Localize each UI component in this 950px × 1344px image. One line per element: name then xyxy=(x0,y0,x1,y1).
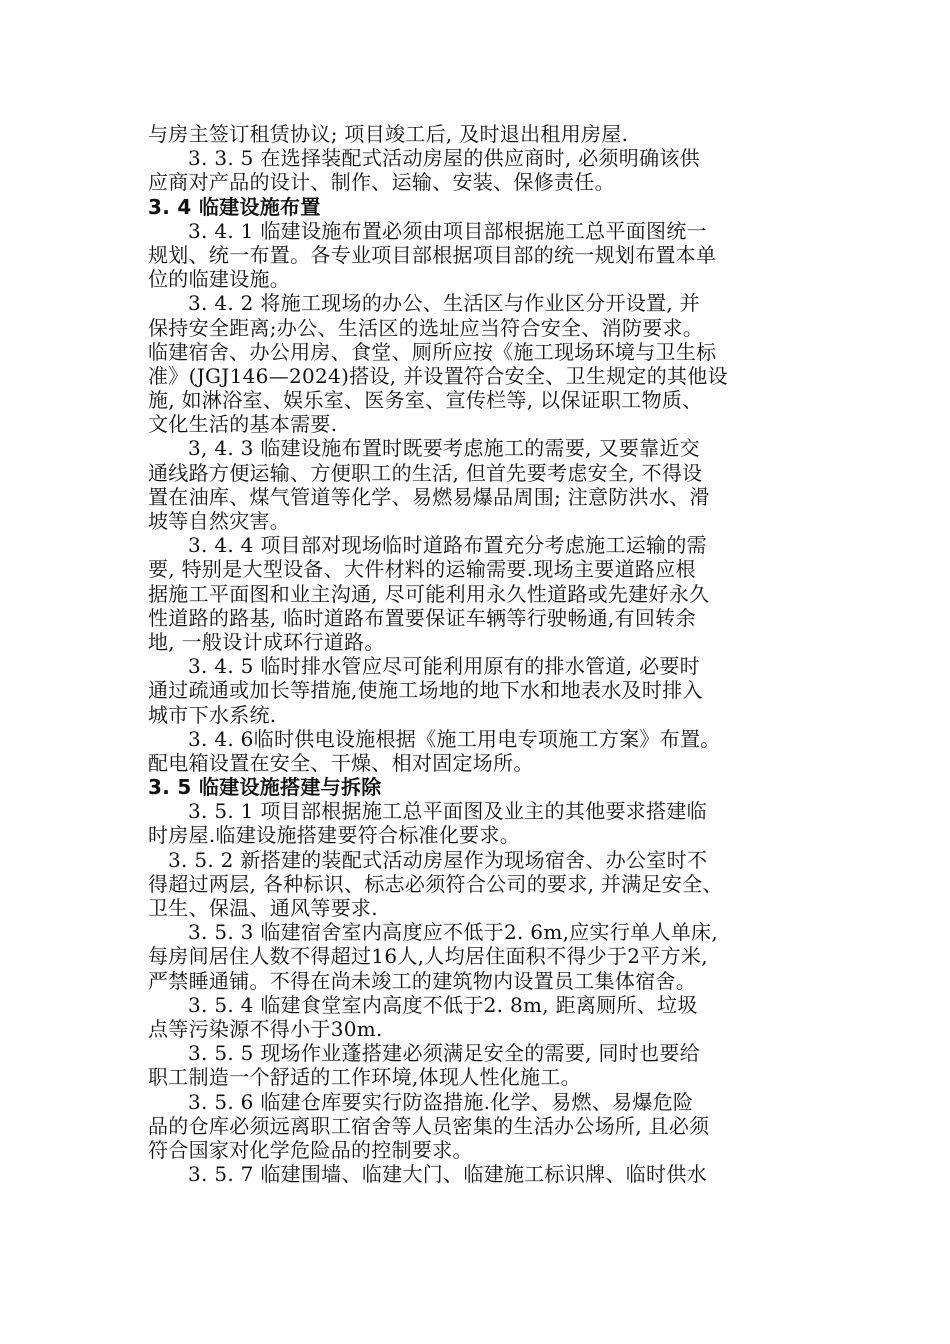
text-line: 坡等自然灾害。 xyxy=(148,509,291,533)
text-line: 卫生、保温、通风等要求. xyxy=(148,896,378,920)
text-line: 保持安全距离;办公、生活区的选址应当符合安全、消防要求。 xyxy=(148,315,704,340)
text-line: 位的临建设施。 xyxy=(148,267,291,292)
text-line: 点等污染源不得小于30m. xyxy=(148,1016,383,1041)
text-line: 性道路的路基, 临时道路布置要保证车辆等行驶畅通,有回转余 xyxy=(148,605,696,630)
section-heading: 3. 5 临建设施搭建与拆除 xyxy=(148,775,382,800)
text-line: 与房主签订租赁协议; 项目竣工后, 及时退出租用房屋. xyxy=(148,122,629,146)
document-page xyxy=(148,122,808,1186)
text-line: 3. 4. 6临时供电设施根据《施工用电专项施工方案》布置。 xyxy=(188,726,721,751)
text-line: 文化生活的基本需要. xyxy=(148,412,338,437)
text-line: 3. 5. 6 临建仓库要实行防盗措施.化学、易燃、易爆危险 xyxy=(188,1089,694,1114)
text-line: 3. 4. 1 临建设施布置必须由项目部根据施工总平面图统一 xyxy=(188,218,707,243)
text-line: 通过疏通或加长等措施,使施工场地的地下水和地表水及时排入 xyxy=(148,678,703,703)
text-line: 时房屋.临建设施搭建要符合标准化要求。 xyxy=(148,823,521,848)
text-line: 规划、统一布置。各专业项目部根据项目部的统一规划布置本单 xyxy=(148,242,717,267)
text-line: 每房间居住人数不得超过16人,人均居住面积不得少于2平方米, xyxy=(148,944,708,969)
text-line: 符合国家对化学危险品的控制要求。 xyxy=(148,1137,473,1162)
text-line: 3. 4. 4 项目部对现场临时道路布置充分考虑施工运输的需 xyxy=(188,533,707,558)
text-line: 3. 5. 2 新搭建的装配式活动房屋作为现场宿舍、办公室时不 xyxy=(168,847,708,872)
text-line: 临建宿舍、办公用房、食堂、厕所应按《施工现场环境与卫生标 xyxy=(148,339,717,364)
text-line: 施, 如淋浴室、娱乐室、医务室、宣传栏等, 以保证职工物质、 xyxy=(148,388,703,413)
text-line: 3. 5. 4 临建食堂室内高度不低于2. 8m, 距离厕所、垃圾 xyxy=(188,992,698,1017)
text-line: 准》(JGJ146—2024)搭设, 并设置符合安全、卫生规定的其他设 xyxy=(148,363,728,388)
text-line: 3, 4. 3 临建设施布置时既要考虑施工的需要, 又要靠近交 xyxy=(188,436,700,461)
text-line: 严禁睡通铺。不得在尚未竣工的建筑物内设置员工集体宿舍。 xyxy=(148,968,697,993)
text-line: 3. 5. 5 现场作业蓬搭建必须满足安全的需要, 同时也要给 xyxy=(188,1041,700,1066)
text-line: 要, 特别是大型设备、大件材料的运输需要.现场主要道路应根 xyxy=(148,557,696,582)
text-line: 置在油库、煤气管道等化学、易燃易爆品周围; 注意防洪水、滑 xyxy=(148,484,710,509)
text-line: 3. 3. 5 在选择装配式活动房屋的供应商时, 必须明确该供 xyxy=(188,146,700,171)
section-heading: 3. 4 临建设施布置 xyxy=(148,194,321,219)
text-line: 3. 4. 5 临时排水管应尽可能利用原有的排水管道, 必要时 xyxy=(188,654,700,679)
text-line: 得超过两层, 各种标识、标志必须符合公司的要求, 并满足安全、 xyxy=(148,871,723,896)
text-line: 城市下水系统. xyxy=(148,702,277,727)
text-line: 地, 一般设计成环行道路。 xyxy=(148,629,385,654)
text-line: 3. 5. 3 临建宿舍室内高度应不低于2. 6m,应实行单人单床, xyxy=(188,920,719,945)
text-line: 据施工平面图和业主沟通, 尽可能利用永久性道路或先建好永久 xyxy=(148,581,710,606)
text-line: 3. 5. 7 临建围墙、临建大门、临建施工标识牌、临时供水 xyxy=(188,1162,707,1187)
text-line: 职工制造一个舒适的工作环境,体现人性化施工。 xyxy=(148,1065,581,1090)
text-line: 应商对产品的设计、制作、运输、安装、保修责任。 xyxy=(148,170,615,195)
text-line: 通线路方便运输、方便职工的生活, 但首先要考虑安全, 不得设 xyxy=(148,460,703,485)
text-line: 3. 4. 2 将施工现场的办公、生活区与作业区分开设置, 并 xyxy=(188,291,700,316)
text-line: 配电箱设置在安全、干燥、相对固定场所。 xyxy=(148,750,534,775)
text-line: 3. 5. 1 项目部根据施工总平面图及业主的其他要求搭建临 xyxy=(188,799,707,824)
text-line: 品的仓库必须远离职工宿舍等人员密集的生活办公场所, 且必须 xyxy=(148,1113,710,1138)
